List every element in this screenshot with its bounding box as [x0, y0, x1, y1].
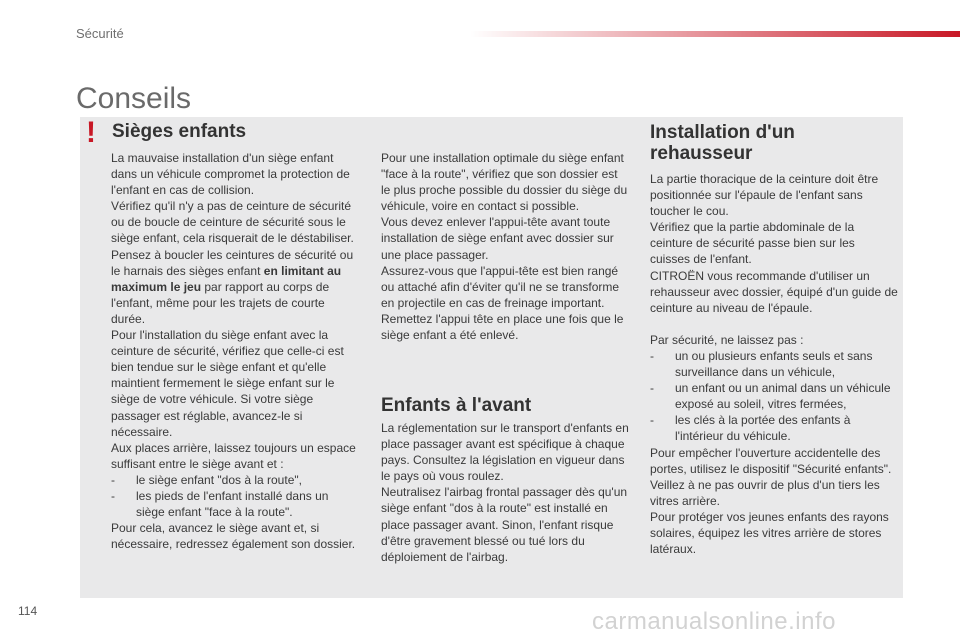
booster-text — [650, 171, 898, 557]
paragraph: Pensez à boucler les ceintures de sécurité ou le harnais des sièges enfant en limitant au maximum le jeu par rapport au corps de l'enfant, même pour les trajets de courte durée. — [111, 247, 354, 326]
paragraph: Pour empêcher l'ouverture accidentelle des portes, utilisez le dispositif "Sécurité enfants". — [650, 445, 892, 476]
paragraph: La mauvaise installation d'un siège enfant dans un véhicule compromet la protection de l'enfant en cas de collision. — [111, 151, 350, 198]
paragraph: Par sécurité, ne laissez pas : — [650, 332, 804, 347]
child-seats-column-1 — [111, 150, 357, 552]
paragraph: La partie thoracique de la ceinture doit être positionnée sur l'épaule de l'enfant sans toucher le cou. — [650, 172, 879, 219]
emphasis-text: en limitant au maximum le jeu — [111, 263, 342, 294]
watermark: carmanualsonline.info — [592, 608, 836, 635]
paragraph: Vérifiez qu'il n'y a pas de ceinture de sécurité ou de boucle de ceinture de sécurité sous le siège enfant, cela risquerait de le déstabiliser. — [111, 199, 354, 246]
front-children-heading: Enfants à l'avant — [381, 395, 532, 416]
child-seats-heading: Sièges enfants — [112, 121, 247, 142]
list-item: - un enfant ou un animal dans un véhicule exposé au soleil, vitres fermées, — [650, 381, 891, 412]
paragraph: Pour une installation optimale du siège enfant "face à la route", vérifiez que son dossier est le plus proche possible du dossier du siège du véhicule, voire en contact si possible. — [381, 151, 628, 214]
front-children-text — [381, 420, 629, 565]
warning-icon: ! — [86, 116, 96, 149]
page-number: 114 — [18, 604, 38, 618]
list-item: - les clés à la portée des enfants à l'intérieur du véhicule. — [650, 413, 851, 444]
list-item: - le siège enfant "dos à la route", — [111, 472, 302, 487]
paragraph: Neutralisez l'airbag frontal passager dès qu'un siège enfant "dos à la route" est installé en place passager avant. Sinon, l'enfant risque d'être gravement blessé ou tué lors du déploiement de l'airbag. — [381, 485, 628, 564]
header-accent-bar — [470, 31, 960, 37]
paragraph: Veillez à ne pas ouvrir de plus d'un tiers les vitres arrière. — [650, 477, 880, 508]
paragraph: Pour l'installation du siège enfant avec la ceinture de sécurité, vérifiez que celle-ci est bien tendue sur le siège enfant et qu'elle maintient fermement le siège enfant sur le siège de votre véhicule. Si votre siège passager est réglable, avancez-le si nécessaire. — [111, 328, 344, 439]
paragraph: CITROËN vous recommande d'utiliser un rehausseur avec dossier, équipé d'un guide de ceinture au niveau de l'épaule. — [650, 268, 898, 315]
page-title: Conseils — [76, 82, 192, 116]
paragraph: Vérifiez que la partie abdominale de la ceinture de sécurité passe bien sur les cuisses de l'enfant. — [650, 220, 855, 267]
paragraph: Pour cela, avancez le siège avant et, si nécessaire, redressez également son dossier. — [111, 521, 356, 552]
section-label: Sécurité — [76, 26, 124, 41]
paragraph: Vous devez enlever l'appui-tête avant toute installation de siège enfant avec dossier sur une place passager. — [381, 215, 614, 262]
paragraph: Aux places arrière, laissez toujours un espace suffisant entre le siège avant et : — [111, 440, 356, 471]
child-seats-column-2 — [381, 150, 629, 343]
paragraph: Pour protéger vos jeunes enfants des rayons solaires, équipez les vitres arrière de stores latéraux. — [650, 509, 889, 557]
paragraph: La réglementation sur le transport d'enfants en place passager avant est spécifique à chaque pays. Consultez la législation en vigueur dans le pays où vous roulez. — [381, 421, 629, 484]
list-item: - un ou plusieurs enfants seuls et sans surveillance dans un véhicule, — [650, 348, 873, 380]
booster-heading: Installation d'un rehausseur — [650, 122, 795, 164]
paragraph: Assurez-vous que l'appui-tête est bien rangé ou attaché afin d'éviter qu'il ne se transforme en projectile en cas de freinage important. Remettez l'appui tête en place une fois que le siège enfant a été enlevé. — [381, 263, 624, 343]
list-item: - les pieds de l'enfant installé dans un siège enfant "face à la route". — [111, 488, 329, 520]
